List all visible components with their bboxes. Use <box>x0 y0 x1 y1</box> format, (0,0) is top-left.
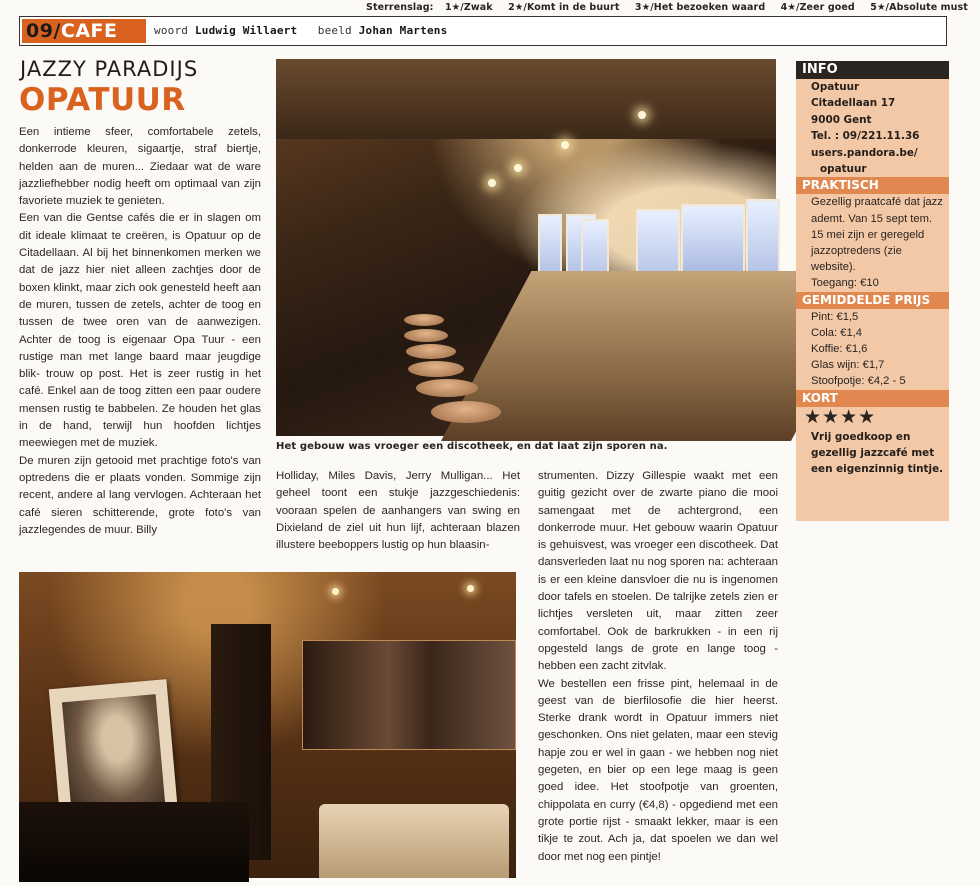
price-item: Glas wijn: €1,7 <box>811 359 885 372</box>
website: users.pandora.be/ <box>811 146 918 159</box>
sofa <box>319 804 509 878</box>
info-title: INFO <box>796 61 949 79</box>
section-name: CAFE <box>60 20 118 42</box>
ceiling-lamp <box>638 111 646 119</box>
paragraph: Holliday, Miles Davis, Jerry Mulligan... Het geheel toont een stukje jazzgeschiedenis: vooraan spelen de aanhangers van swing en Dixieland de ziel uit hun lijf, achteraan blazen illustere beeboppers lustig op hun blaasin- <box>276 470 520 552</box>
ceiling-lamp <box>467 585 474 592</box>
article-column-1 <box>19 124 261 539</box>
website-cont: opatuur <box>820 163 867 176</box>
article-kicker: JAZZY PARADIJS <box>20 57 199 81</box>
address-line: 9000 Gent <box>811 113 872 126</box>
rating-legend-item: 2★/Komt in de buurt <box>508 2 620 13</box>
rating-legend-item: 3★/Het bezoeken waard <box>634 2 766 13</box>
bar-stool <box>404 314 444 326</box>
paragraph: We bestellen een frisse pint, helemaal in de geest van de bierfilosofie die hier heerst. Sterke drank wordt in Opatuur immers niet geschonken. Ons niet gelaten, maar een stevig hapje zou er wel in gaan - we hebben nog niet gegeten, en bier op een lege maag is geen goed idee. Het stoofpotje van groenten, chippolata en curry (€4,8) - opgediend met een grote portie rijst - smaakt lekker, maar is een tikje te zout. Ach ja, dat spoelen we dan wel door met nog een pintje! <box>538 677 778 863</box>
ceiling-lamp <box>561 141 569 149</box>
star-rating: ★★★★ <box>804 406 877 428</box>
article-column-2 <box>276 468 520 554</box>
jazz-mural <box>302 640 516 750</box>
price-item: Cola: €1,4 <box>811 326 862 339</box>
article-headline: OPATUUR <box>19 82 186 118</box>
bar-stool <box>416 379 478 397</box>
photo-caption: Het gebouw was vroeger een discotheek, en dat laat zijn sporen na. <box>276 441 668 452</box>
rating-legend <box>366 2 968 13</box>
ceiling-lamp <box>514 164 522 172</box>
photo-ceiling <box>276 59 776 139</box>
bar-stool <box>408 361 464 377</box>
phone: Tel. : 09/221.11.36 <box>811 130 920 143</box>
price-item: Pint: €1,5 <box>811 310 859 323</box>
credit-image-label: beeld <box>317 24 352 37</box>
prices-title: GEMIDDELDE PRIJS <box>796 292 949 309</box>
credits <box>154 24 447 37</box>
photographer-name: Johan Martens <box>358 24 448 37</box>
section-badge <box>22 19 146 43</box>
bar-stool <box>406 344 456 359</box>
section-header <box>19 16 947 46</box>
bar-stool <box>431 401 501 423</box>
price-item: Koffie: €1,6 <box>811 343 868 356</box>
verdict: Vrij goedkoop en gezellig jazzcafé met een eigenzinnig tintje. <box>811 430 944 476</box>
rating-legend-item: 5★/Absolute must <box>870 2 968 13</box>
paragraph: Een intieme sfeer, comfortabele zetels, donkerrode kleuren, sigaartje, straf biertje, helden aan de muren... Ziedaar wat de ware jazzliefhebber nodig heeft om optimaal van zijn favoriete muziek te genieten. <box>19 126 261 208</box>
paragraph: Een van die Gentse cafés die er in slagen om dit ideale klimaat te creëren, is Opatuur op de Citadellaan. Al bij het binnenkomen merken we dat de jazz hier niet alleen zachtjes door de boxen klinkt, maar zich ook genesteld heeft aan de muren, tussen de zetels, achter de toog en tussen de twee oren van de aanwezigen. Achter de toog is eigenaar Opa Tuur - een rustige man met lange baard maar jeugdige blik- trouw op post. Het is zeer rustig in het café. Enkel aan de toog zitten een paar oudere mensen rustig te babbelen. Ze houden het glas in de hand, terwijl hun hoofden lichtjes meewiegen met de muziek. <box>19 212 261 450</box>
article-column-3 <box>538 468 778 866</box>
ceiling-lamp <box>332 588 339 595</box>
entrance-fee: Toegang: €10 <box>811 277 879 290</box>
rating-legend-title: Sterrenslag: <box>366 2 434 13</box>
photo-window <box>681 204 745 278</box>
credit-word-label: woord <box>154 24 189 37</box>
paragraph: De muren zijn getooid met prachtige foto's van optredens die er plaats vonden. Sommige zijn recent, andere al lang vervlogen. Achteraan het café sieren schitterende, grote foto's van jazzlegendes de muur. Billy <box>19 454 261 536</box>
author-name: Ludwig Willaert <box>194 24 298 37</box>
bar-photo <box>276 59 776 436</box>
practical-title: PRAKTISCH <box>796 177 949 194</box>
info-box <box>796 61 949 521</box>
price-item: Stoofpotje: €4,2 - 5 <box>811 375 906 388</box>
ceiling-lamp <box>488 179 496 187</box>
address-line: Citadellaan 17 <box>811 97 896 110</box>
section-number: 09/ <box>26 20 61 42</box>
interior-photo <box>19 572 516 878</box>
piano <box>19 802 249 882</box>
rating-legend-item: 1★/Zwak <box>444 2 493 13</box>
short-title: KORT <box>796 390 949 407</box>
bar-stool <box>404 329 448 342</box>
paragraph: strumenten. Dizzy Gillespie waakt met een guitig gezicht over de zwarte piano die mooi samengaat met de achtergrond, een donkerrode muur. Het gebouw waarin Opatuur is gehuisvest, was vroeger een discotheek. Dat dansverleden laat nu nog sporen na: achteraan is er een kleine dansvloer die nu is ingenomen door tafels en stoelen. De talrijke zetels zien er lichtjes versleten uit, maar zitten zeer comfortabel. Ook de barkrukken - in een rij opgesteld langs de grote en lange toog - hebben een zacht zitvlak. <box>538 470 778 673</box>
rating-legend-item: 4★/Zeer goed <box>780 2 855 13</box>
address-line: Opatuur <box>811 81 860 93</box>
practical-text: Gezellig praatcafé dat jazz ademt. Van 15 sept tem. 15 mei zijn er geregeld jazzoptredens (zie website). <box>811 196 943 274</box>
